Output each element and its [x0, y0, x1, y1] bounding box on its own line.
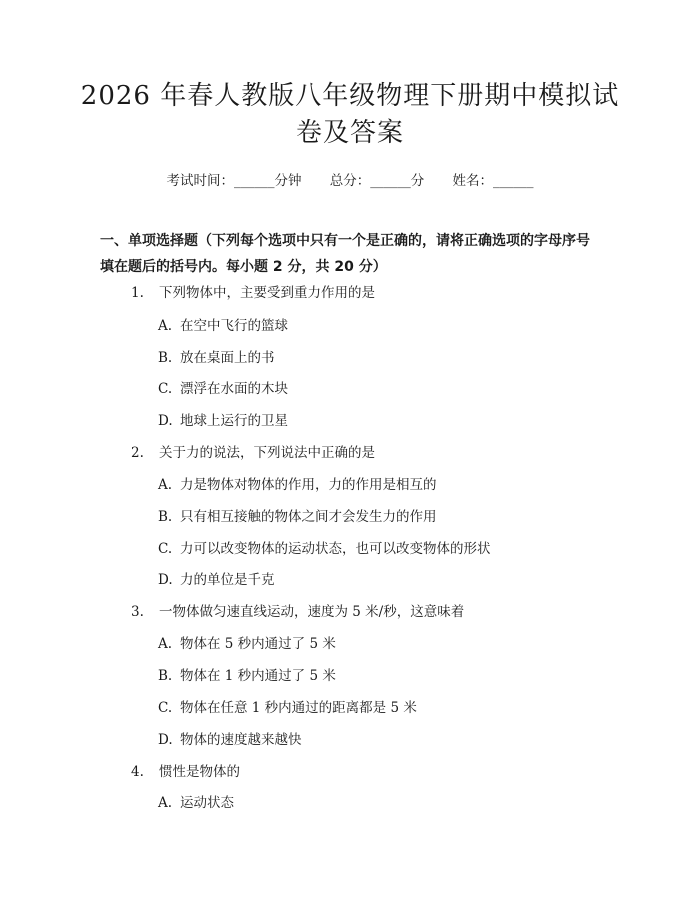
option-letter: A. — [158, 795, 173, 811]
option-letter: B. — [158, 350, 173, 366]
question — [131, 441, 375, 461]
option — [158, 346, 275, 366]
total-score: 总分：______分 — [329, 173, 425, 189]
option-letter: C. — [158, 381, 173, 397]
option-text: 漂浮在水面的木块 — [180, 381, 288, 397]
option-text: 物体在 5 秒内通过了 5 米 — [180, 636, 336, 652]
title-line-2: 卷及答案 — [295, 118, 404, 148]
option — [158, 537, 491, 557]
student-name: 姓名：______ — [452, 173, 534, 189]
option-text: 物体在 1 秒内通过了 5 米 — [180, 668, 336, 684]
option-text: 力是物体对物体的作用，力的作用是相互的 — [180, 477, 437, 493]
question-number: 2. — [131, 445, 144, 461]
option-letter: D. — [158, 732, 173, 748]
question-text: 下列物体中，主要受到重力作用的是 — [159, 285, 375, 301]
option-text: 力可以改变物体的运动状态，也可以改变物体的形状 — [180, 541, 491, 557]
option-letter: D. — [158, 413, 173, 429]
option-letter: C. — [158, 541, 173, 557]
option-letter: A. — [158, 477, 173, 493]
exam-meta — [0, 169, 700, 189]
option-text: 只有相互接触的物体之间才会发生力的作用 — [180, 509, 437, 525]
option-letter: B. — [158, 668, 173, 684]
question — [131, 281, 375, 301]
option — [158, 568, 275, 588]
option — [158, 409, 288, 429]
exam-time: 考试时间：______分钟 — [166, 173, 302, 189]
question-number: 3. — [131, 604, 144, 620]
question-number: 1. — [131, 285, 144, 301]
option — [158, 791, 234, 811]
option — [158, 505, 437, 525]
option-text: 放在桌面上的书 — [180, 350, 275, 366]
option — [158, 314, 288, 334]
title-line-1: 2026 年春人教版八年级物理下册期中模拟试 — [80, 81, 620, 111]
option — [158, 696, 417, 716]
option-letter: C. — [158, 700, 173, 716]
option — [158, 632, 336, 652]
option-text: 地球上运行的卫星 — [180, 413, 288, 429]
option — [158, 664, 336, 684]
section-heading: 一、单项选择题（下列每个选项中只有一个是正确的，请将正确选项的字母序号填在题后的括号内。每小题 2 分，共 20 分） — [100, 233, 590, 275]
question-text: 一物体做匀速直线运动，速度为 5 米/秒，这意味着 — [159, 604, 465, 620]
option-text: 物体的速度越来越快 — [180, 732, 302, 748]
option-letter: B. — [158, 509, 173, 525]
option-text: 在空中飞行的篮球 — [180, 318, 288, 334]
question-number: 4. — [131, 764, 144, 780]
document-title — [60, 78, 640, 152]
option-letter: A. — [158, 636, 173, 652]
question-text: 惯性是物体的 — [159, 764, 240, 780]
option-letter: D. — [158, 572, 173, 588]
option — [158, 473, 437, 493]
question — [131, 760, 240, 780]
option-text: 运动状态 — [180, 795, 234, 811]
option-letter: A. — [158, 318, 173, 334]
option-text: 物体在任意 1 秒内通过的距离都是 5 米 — [180, 700, 417, 716]
question-text: 关于力的说法，下列说法中正确的是 — [159, 445, 375, 461]
option-text: 力的单位是千克 — [180, 572, 275, 588]
option — [158, 728, 302, 748]
question — [131, 600, 464, 620]
option — [158, 377, 288, 397]
